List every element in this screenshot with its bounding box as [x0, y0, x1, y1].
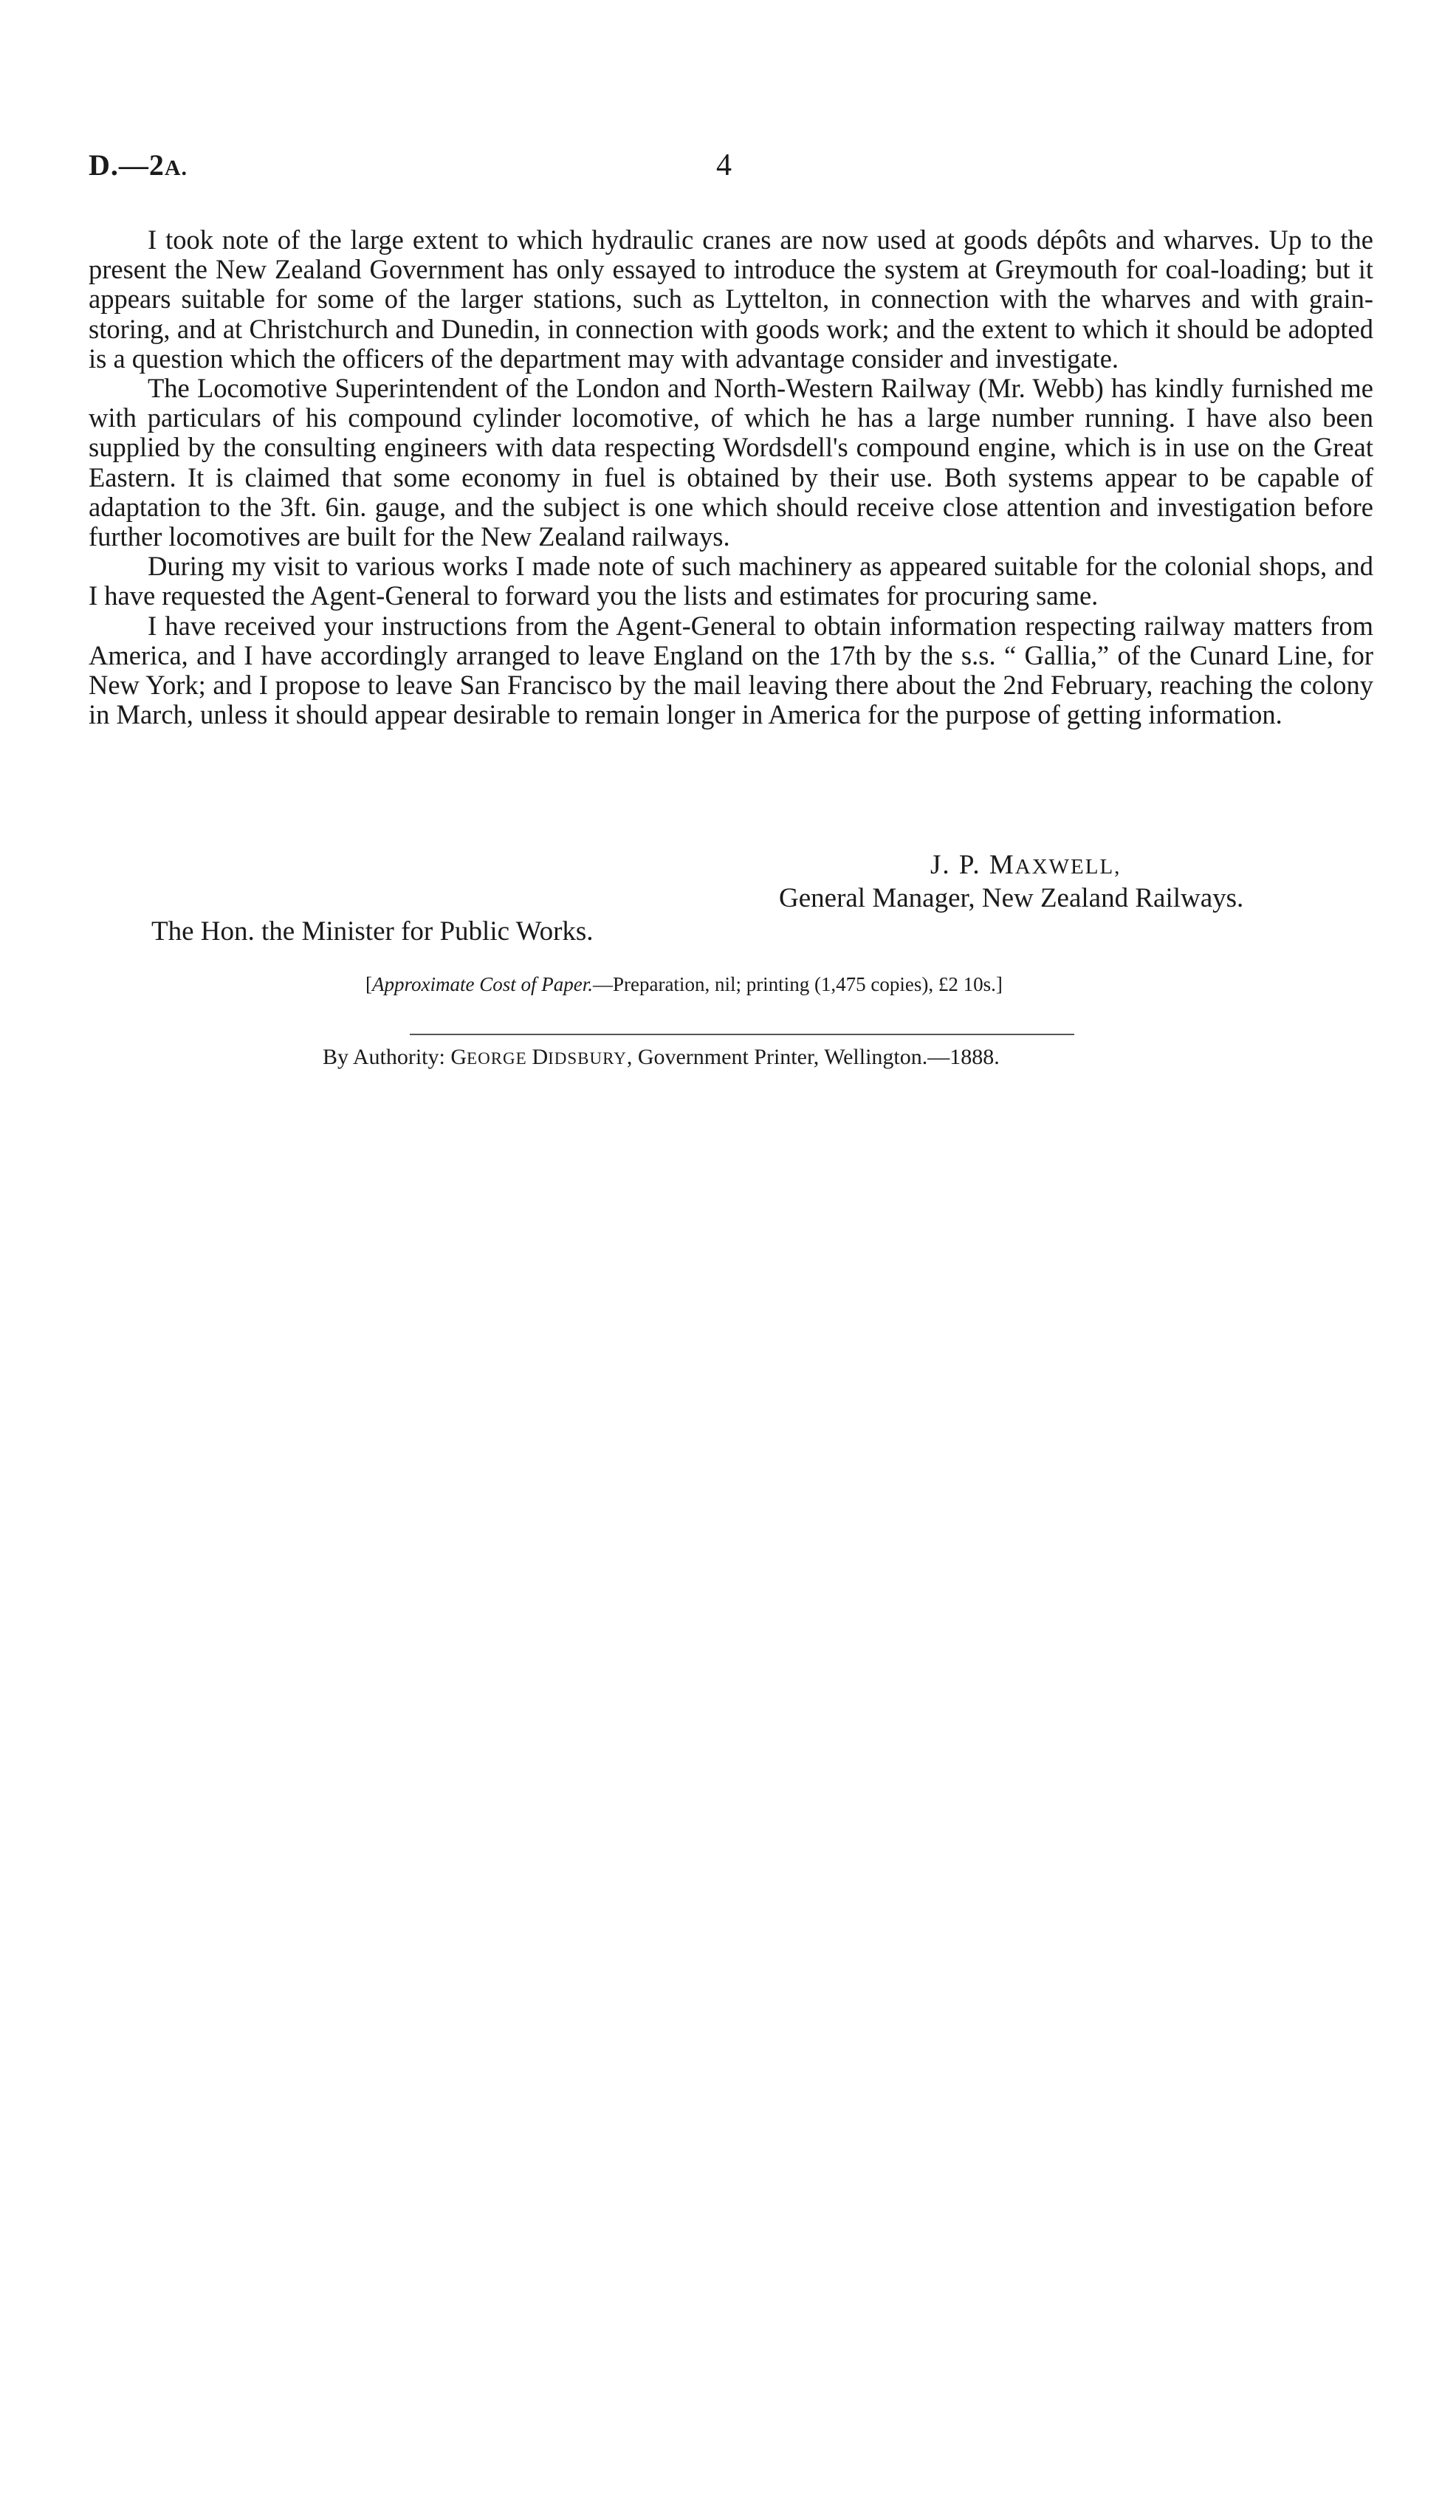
printer-authority — [323, 1045, 1000, 1070]
cost-note: [Approximate Cost of Paper.—Preparation, nil; printing (1,475 copies), £2 10s.] — [365, 973, 1003, 995]
signature-name — [930, 849, 1121, 881]
authority-suffix: , Government Printer, Wellington.—1888. — [626, 1045, 1000, 1069]
signature-title: General Manager, New Zealand Railways. — [779, 883, 1244, 913]
paragraph-america-travel: I have received your instructions from the Agent-General to obtain information respecting railway matters from America, and I have accordingly arranged to leave England on the 17th by the s.s. “ Gallia,” of the Cunard Line, for New York; and I propose to leave San Francisco by the mail leaving there about the 2nd February, reaching the colony in March, unless it should appear desirable to remain longer in America for the purpose of getting information. — [89, 610, 1373, 730]
divider-line — [410, 1034, 1074, 1035]
paragraph-machinery: During my visit to various works I made note of such machinery as appeared suitable for the colonial shops, and I have requested the Agent-General to forward you the lists and estimates for procuring same. — [89, 551, 1373, 611]
body-text — [89, 225, 1373, 729]
document-reference — [89, 148, 188, 182]
cost-note-label: Approximate Cost of Paper. — [372, 973, 593, 995]
document-reference-suffix: A. — [164, 156, 188, 180]
authority-prefix: By Authority: — [323, 1045, 451, 1069]
recipient-line: The Hon. the Minister for Public Works. — [151, 916, 594, 947]
printer-first-initial: G — [450, 1045, 467, 1069]
page-number: 4 — [716, 148, 732, 182]
paragraph-hydraulic-cranes: I took note of the large extent to which hydraulic cranes are now used at goods dépôts and wharves. Up to the present the New Zealand Government has only essayed to introduce the system at Greymouth for coal-loading; but it appears suitable for some of the larger stations, such as Lyttelton, in connection with the wharves and with grain-storing, and at Christchurch and Dunedin, in connection with goods work; and the extent to which it should be adopted is a question which the officers of the department may with advantage consider and investigate. — [89, 224, 1373, 374]
printer-last-initial: D — [532, 1045, 549, 1069]
document-reference-prefix: D.—2 — [89, 148, 165, 182]
paragraph-compound-locomotive: The Locomotive Superintendent of the London and North-Western Railway (Mr. Webb) has kindly furnished me with particulars of his compound cylinder locomotive, of which he has a large number running. I have also been supplied by the consulting engineers with data respecting Wordsdell's compound engine, which is in use on the Great Eastern. It is claimed that some economy in fuel is obtained by their use. Both systems appear to be capable of adaptation to the 3ft. 6in. gauge, and the subject is one which should receive close attention and investigation before further locomotives are built for the New Zealand railways. — [89, 373, 1373, 552]
printer-first-rest: EORGE — [467, 1049, 532, 1068]
printer-last-rest: IDSBURY — [548, 1049, 627, 1068]
signature-surname-rest: AXWELL, — [1014, 855, 1122, 879]
cost-note-detail: —Preparation, nil; printing (1,475 copies), £2 10s. — [592, 973, 996, 995]
page-header — [89, 148, 1373, 192]
signature-initials: J. P. M — [930, 850, 1015, 880]
